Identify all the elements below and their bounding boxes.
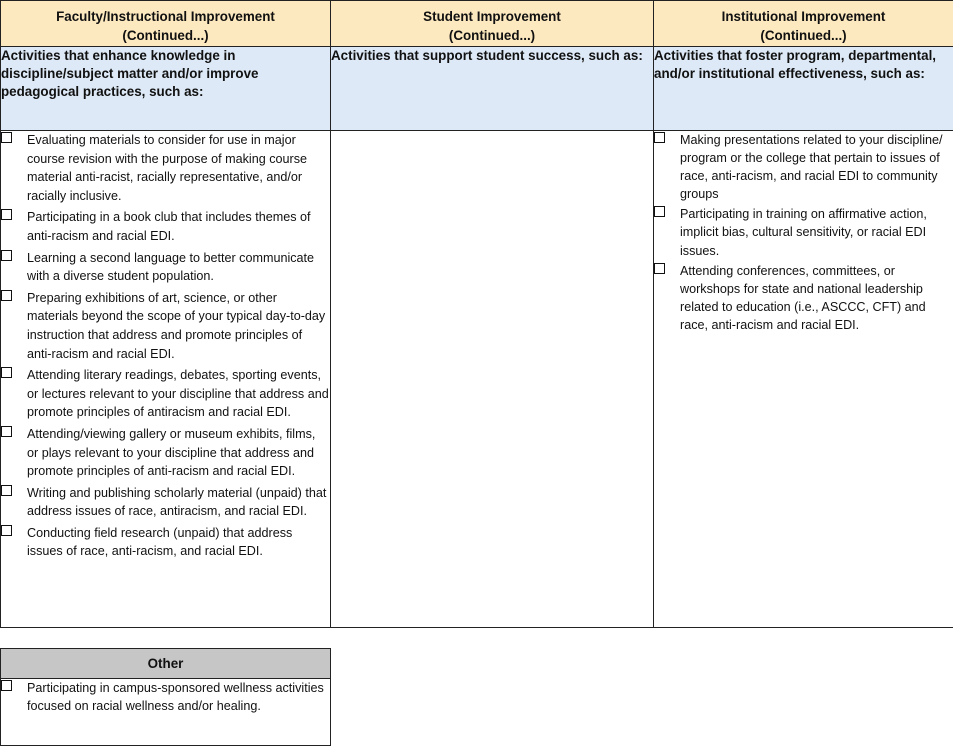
body-row bbox=[1, 131, 953, 628]
checkbox[interactable] bbox=[1, 426, 12, 437]
checklist-item bbox=[654, 205, 953, 259]
checkbox[interactable] bbox=[1, 367, 12, 378]
checklist-item-label: Participating in training on affirmative action, implicit bias, cultural sensitivity, or racial EDI issues. bbox=[680, 207, 927, 257]
faculty-activities-cell bbox=[1, 131, 331, 628]
checkbox[interactable] bbox=[1, 290, 12, 301]
checklist-item bbox=[1, 425, 330, 481]
institutional-header-continued: (Continued...) bbox=[654, 26, 953, 45]
checklist-item-label: Preparing exhibitions of art, science, or other materials beyond the scope of your typical day-to-day instruction that address and promote principles of anti-racism and racial EDI. bbox=[27, 291, 325, 361]
checklist-item bbox=[1, 289, 330, 363]
institutional-activities-cell bbox=[654, 131, 953, 628]
other-header: Other bbox=[1, 649, 331, 679]
checklist-item-label: Learning a second language to better communicate with a diverse student population. bbox=[27, 251, 314, 284]
checkbox[interactable] bbox=[1, 680, 12, 691]
checklist-item bbox=[1, 366, 330, 422]
checklist-item bbox=[1, 524, 330, 561]
faculty-checklist bbox=[1, 131, 330, 561]
checkbox[interactable] bbox=[1, 525, 12, 536]
institutional-header bbox=[654, 1, 953, 47]
student-header-continued: (Continued...) bbox=[331, 26, 653, 45]
checklist-item-label: Participating in a book club that includes themes of anti-racism and racial EDI. bbox=[27, 210, 311, 243]
student-subheader: Activities that support student success, such as: bbox=[331, 47, 654, 131]
checklist-item-label: Participating in campus-sponsored wellness activities focused on racial wellness and/or healing. bbox=[27, 681, 324, 713]
checkbox[interactable] bbox=[1, 132, 12, 143]
checklist-item bbox=[1, 679, 330, 716]
subheader-row bbox=[1, 47, 953, 131]
checklist-item bbox=[654, 262, 953, 334]
checklist-item-label: Conducting field research (unpaid) that address issues of race, anti-racism, and racial EDI. bbox=[27, 526, 292, 559]
institutional-checklist bbox=[654, 131, 953, 334]
checklist-item-label: Attending conferences, committees, or workshops for state and national leadership related to education (i.e., ASCCC, CFT) and race, anti-racism and racial EDI. bbox=[680, 264, 926, 332]
other-checklist bbox=[1, 679, 330, 716]
header-row bbox=[1, 1, 953, 47]
other-activities-cell bbox=[1, 679, 331, 746]
checklist-item bbox=[1, 131, 330, 205]
checkbox[interactable] bbox=[1, 485, 12, 496]
faculty-header-title: Faculty/Instructional Improvement bbox=[1, 7, 330, 26]
checklist-item-label: Attending literary readings, debates, sporting events, or lectures relevant to your discipline that address and promote principles of antiracism and racial EDI. bbox=[27, 368, 329, 419]
checklist-item-label: Evaluating materials to consider for use in major course revision with the purpose of making course material anti-racist, racially representative, and/or racially inclusive. bbox=[27, 133, 307, 203]
faculty-subheader: Activities that enhance knowledge in discipline/subject matter and/or improve pedagogical practices, such as: bbox=[1, 47, 331, 131]
student-activities-cell bbox=[331, 131, 654, 628]
checkbox[interactable] bbox=[1, 250, 12, 261]
institutional-header-title: Institutional Improvement bbox=[654, 7, 953, 26]
checklist-item bbox=[1, 249, 330, 286]
institutional-subheader: Activities that foster program, departmental, and/or institutional effectiveness, such as: bbox=[654, 47, 953, 131]
faculty-header-continued: (Continued...) bbox=[1, 26, 330, 45]
checklist-item bbox=[1, 208, 330, 245]
checklist-item-label: Attending/viewing gallery or museum exhibits, films, or plays relevant to your discipline that address and promote principles of anti-racism and racial EDI. bbox=[27, 427, 315, 478]
other-table bbox=[0, 648, 331, 746]
checkbox[interactable] bbox=[654, 206, 665, 217]
checklist-item-label: Writing and publishing scholarly material (unpaid) that address issues of race, antiracism, and racial EDI. bbox=[27, 486, 326, 519]
checklist-item bbox=[654, 131, 953, 203]
checkbox[interactable] bbox=[1, 209, 12, 220]
checkbox[interactable] bbox=[654, 263, 665, 274]
student-header-title: Student Improvement bbox=[331, 7, 653, 26]
checkbox[interactable] bbox=[654, 132, 665, 143]
student-header bbox=[331, 1, 654, 47]
checklist-item-label: Making presentations related to your discipline/ program or the college that pertain to issues of race, anti-racism, and racial EDI to community groups bbox=[680, 133, 943, 201]
checklist-item bbox=[1, 484, 330, 521]
faculty-header bbox=[1, 1, 331, 47]
